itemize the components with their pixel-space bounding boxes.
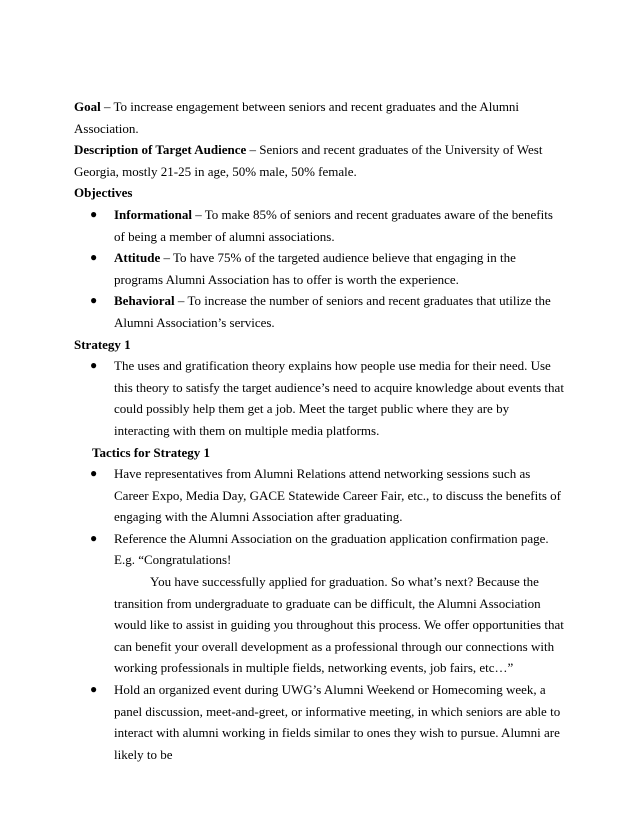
objective-text: To have 75% of the targeted audience believe that engaging in the programs Alumni Association has to offer is worth the experience. xyxy=(114,250,516,287)
objective-sep: – xyxy=(160,250,173,266)
example-line: You have successfully applied for graduation. So what’s next? Because the xyxy=(150,574,539,590)
bullet-icon: ● xyxy=(90,250,98,265)
example-body: transition from undergraduate to graduate can be difficult, the Alumni Association would like to assist in guiding you throughout this process. We offer opportunities that can benefit your overall development as a professional through our connections with working professionals in multiple fields, networking events, job fairs, etc…” xyxy=(114,595,564,676)
strategy-list xyxy=(74,355,566,441)
tactic-text: Hold an organized event during UWG’s Alumni Weekend or Homecoming week, a panel discussion, meet-and-greet, or informative meeting, in which seniors are able to interact with alumni working in fields similar to ones they wish to pursue. Alumni are likely to be xyxy=(114,682,561,762)
goal-paragraph xyxy=(74,96,566,139)
bullet-icon: ● xyxy=(90,466,98,481)
objective-label: Informational xyxy=(114,206,192,222)
strategy-heading: Strategy 1 xyxy=(74,336,131,352)
objective-label: Behavioral xyxy=(114,293,175,309)
strategy-text: The uses and gratification theory explains how people use media for their need. Use this theory to satisfy the target audience’s need to acquire knowledge about events that could possibly help them get a job. Meet the target public where they are by interacting with them on multiple media platforms. xyxy=(114,358,564,438)
bullet-icon: ● xyxy=(90,682,98,697)
objective-item-attitude xyxy=(74,247,566,290)
objectives-heading: Objectives xyxy=(74,185,133,201)
objective-text: To increase the number of seniors and recent graduates that utilize the Alumni Association’s services. xyxy=(114,293,551,330)
tactics-list xyxy=(74,463,566,549)
tactics-list-continued xyxy=(74,679,566,765)
tactic-item xyxy=(74,679,566,765)
tactics-heading: Tactics for Strategy 1 xyxy=(92,444,211,460)
document-body xyxy=(74,96,566,765)
goal-label: Goal xyxy=(74,99,101,114)
tactic-item xyxy=(74,463,566,528)
goal-text: – To increase engagement between seniors and recent graduates and the Alumni Association. xyxy=(74,99,520,136)
objective-sep: – xyxy=(192,206,205,222)
tactic-text: Have representatives from Alumni Relations attend networking sessions such as Career Expo, Media Day, GACE Statewide Career Fair, etc., to discuss the benefits of engaging with the Alumni Association after graduating. xyxy=(114,466,562,525)
bullet-icon: ● xyxy=(90,530,98,545)
bullet-icon: ● xyxy=(90,358,98,373)
objective-sep: – xyxy=(174,293,188,309)
objective-label: Attitude xyxy=(114,250,161,266)
tactic-item xyxy=(74,528,566,550)
objective-text: To make 85% of seniors and recent graduates aware of the benefits of being a member of alumni associations. xyxy=(114,206,553,244)
bullet-icon: ● xyxy=(90,293,98,308)
objective-item-informational xyxy=(74,204,566,247)
strategy-item xyxy=(74,355,566,441)
objectives-list xyxy=(74,204,566,334)
example-intro: E.g. “Congratulations! xyxy=(114,552,232,568)
bullet-icon: ● xyxy=(90,206,98,221)
audience-text: – Seniors and recent graduates of the University of West Georgia, mostly 21-25 in age, 50% male, 50% female. xyxy=(74,142,543,179)
objective-item-behavioral xyxy=(74,290,566,333)
audience-paragraph xyxy=(74,139,566,182)
audience-label: Description of Target Audience xyxy=(74,142,247,158)
tactic-text: Reference the Alumni Association on the graduation application confirmation page. xyxy=(114,530,549,546)
